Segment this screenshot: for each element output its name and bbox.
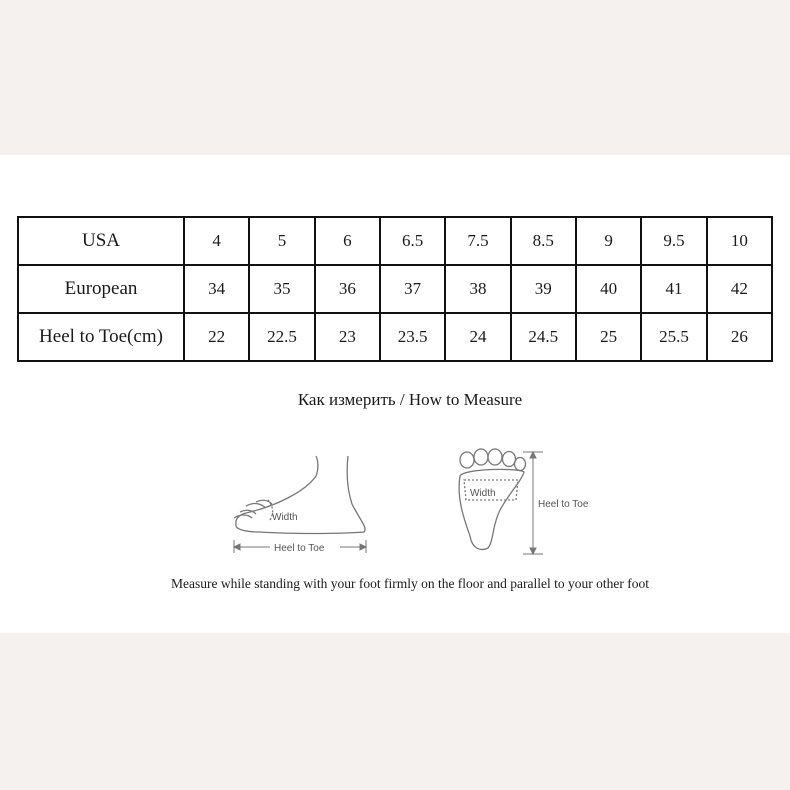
table-cell: 25.5: [641, 313, 706, 361]
table-cell: 35: [249, 265, 314, 313]
table-cell: 7.5: [445, 217, 510, 265]
sole-length-label: Heel to Toe: [538, 499, 589, 510]
row-header: USA: [18, 217, 184, 265]
how-to-measure-title: Как измерить / How to Measure: [297, 390, 523, 409]
size-chart-table: [17, 216, 773, 362]
table-cell: 6.5: [380, 217, 445, 265]
sole-width-label: Width: [470, 488, 496, 499]
table-cell: 26: [707, 313, 772, 361]
table-cell: 42: [707, 265, 772, 313]
table-cell: 5: [249, 217, 314, 265]
table-cell: 36: [315, 265, 380, 313]
table-cell: 23: [315, 313, 380, 361]
sole-foot-icon: [459, 449, 525, 550]
table-row: [18, 265, 772, 313]
table-cell: 34: [184, 265, 249, 313]
side-width-label: Width: [272, 512, 298, 523]
table-cell: 6: [315, 217, 380, 265]
foot-diagrams: [220, 440, 600, 570]
table-cell: 9: [576, 217, 641, 265]
measure-illustration: [220, 440, 600, 570]
table-cell: 25: [576, 313, 641, 361]
table-cell: 40: [576, 265, 641, 313]
table-cell: 10: [707, 217, 772, 265]
table-cell: 38: [445, 265, 510, 313]
side-length-label: Heel to Toe: [274, 543, 325, 554]
table-cell: 8.5: [511, 217, 576, 265]
table-row: [18, 313, 772, 361]
table-cell: 41: [641, 265, 706, 313]
table-cell: 22.5: [249, 313, 314, 361]
table-cell: 9.5: [641, 217, 706, 265]
table-row: [18, 217, 772, 265]
measure-instructions: Measure while standing with your foot firmly on the floor and parallel to your other foot: [170, 576, 649, 591]
table-cell: 24.5: [511, 313, 576, 361]
row-header: Heel to Toe(cm): [18, 313, 184, 361]
row-header: European: [18, 265, 184, 313]
side-foot-icon: [234, 456, 365, 534]
table-cell: 23.5: [380, 313, 445, 361]
table-cell: 37: [380, 265, 445, 313]
table-cell: 39: [511, 265, 576, 313]
table-cell: 4: [184, 217, 249, 265]
table-cell: 22: [184, 313, 249, 361]
table-cell: 24: [445, 313, 510, 361]
